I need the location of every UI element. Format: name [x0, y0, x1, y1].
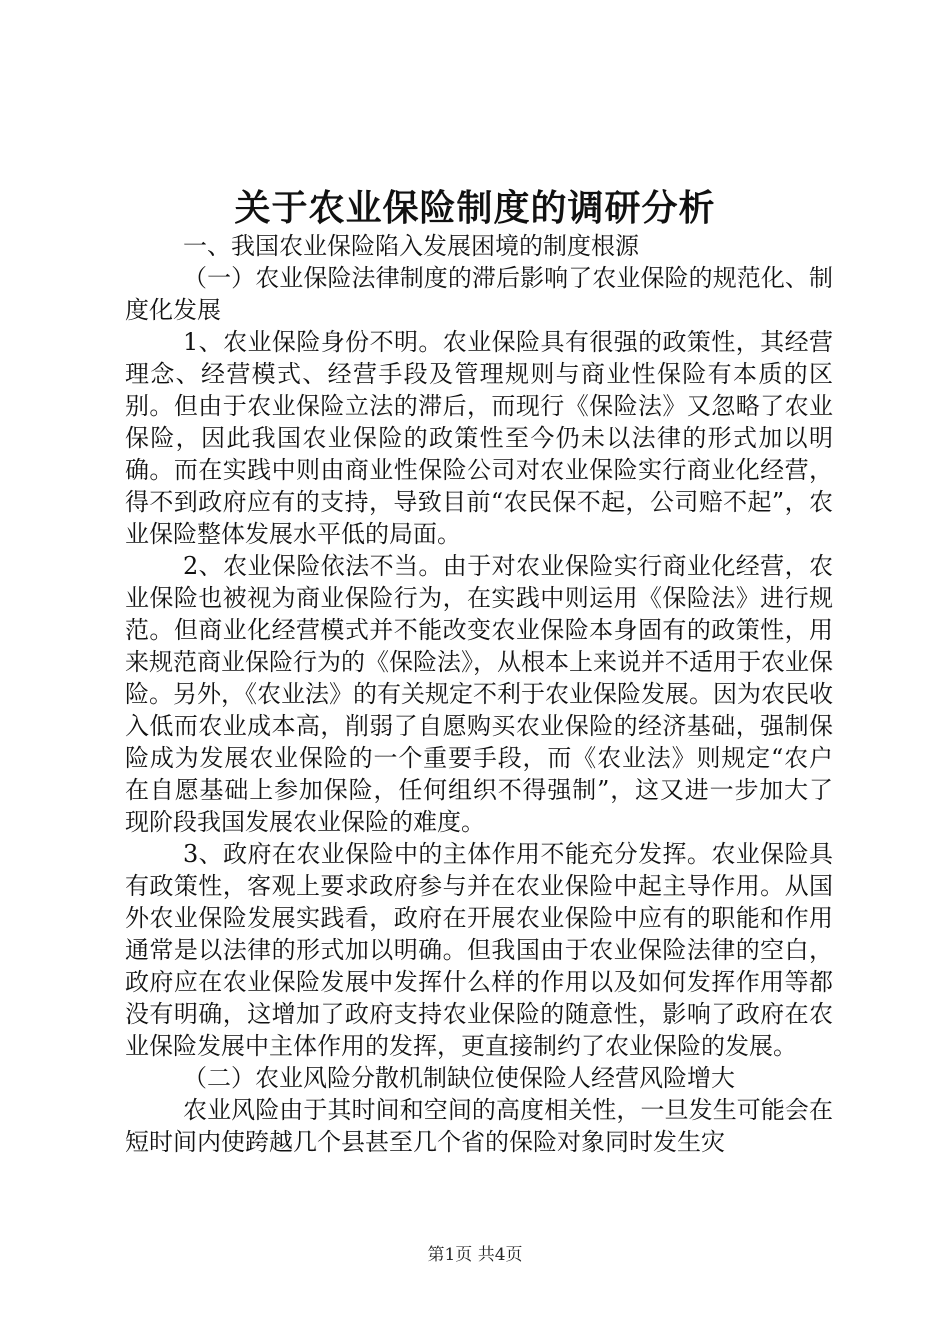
document-title: 关于农业保险制度的调研分析 [234, 187, 716, 229]
document-body [125, 230, 833, 1158]
subsection-heading: （二）农业风险分散机制缺位使保险人经营风险增大 [183, 1064, 735, 1092]
section-heading: 一、我国农业保险陷入发展困境的制度根源 [183, 232, 639, 260]
paragraph: 2、农业保险依法不当。由于对农业保险实行商业化经营，农业保险也被视为商业保险行为，在实践中则运用《保险法》进行规范。但商业化经营模式并不能改变农业保险本身固有的政策性，用来规范商业保险行为的《保险法》，从根本上来说并不适用于农业保险。另外，《农业法》的有关规定不利于农业保险发展。因为农民收入低而农业成本高，削弱了自愿购买农业保险的经济基础，强制保险成为发展农业保险的一个重要手段，而《农业法》则规定“农户在自愿基础上参加保险，任何组织不得强制”，这又进一步加大了现阶段我国发展农业保险的难度。 [125, 552, 833, 836]
subsection-heading: （一）农业保险法律制度的滞后影响了农业保险的规范化、制度化发展 [125, 264, 833, 324]
paragraph: 3、政府在农业保险中的主体作用不能充分发挥。农业保险具有政策性，客观上要求政府参与并在农业保险中起主导作用。从国外农业保险发展实践看，政府在开展农业保险中应有的职能和作用通常是以法律的形式加以明确。但我国由于农业保险法律的空白，政府应在农业保险发展中发挥什么样的作用以及如何发挥作用等都没有明确，这增加了政府支持农业保险的随意性，影响了政府在农业保险发展中主体作用的发挥，更直接制约了农业保险的发展。 [125, 840, 833, 1060]
paragraph: 1、农业保险身份不明。农业保险具有很强的政策性，其经营理念、经营模式、经营手段及管理规则与商业性保险有本质的区别。但由于农业保险立法的滞后，而现行《保险法》又忽略了农业保险，因此我国农业保险的政策性至今仍未以法律的形式加以明确。而在实践中则由商业性保险公司对农业保险实行商业化经营，得不到政府应有的支持，导致目前“农民保不起，公司赔不起”，农业保险整体发展水平低的局面。 [125, 328, 833, 548]
page-indicator: 第1页 共4页 [427, 1245, 523, 1265]
paragraph: 农业风险由于其时间和空间的高度相关性，一旦发生可能会在短时间内使跨越几个县甚至几个省的保险对象同时发生灾 [125, 1096, 833, 1156]
